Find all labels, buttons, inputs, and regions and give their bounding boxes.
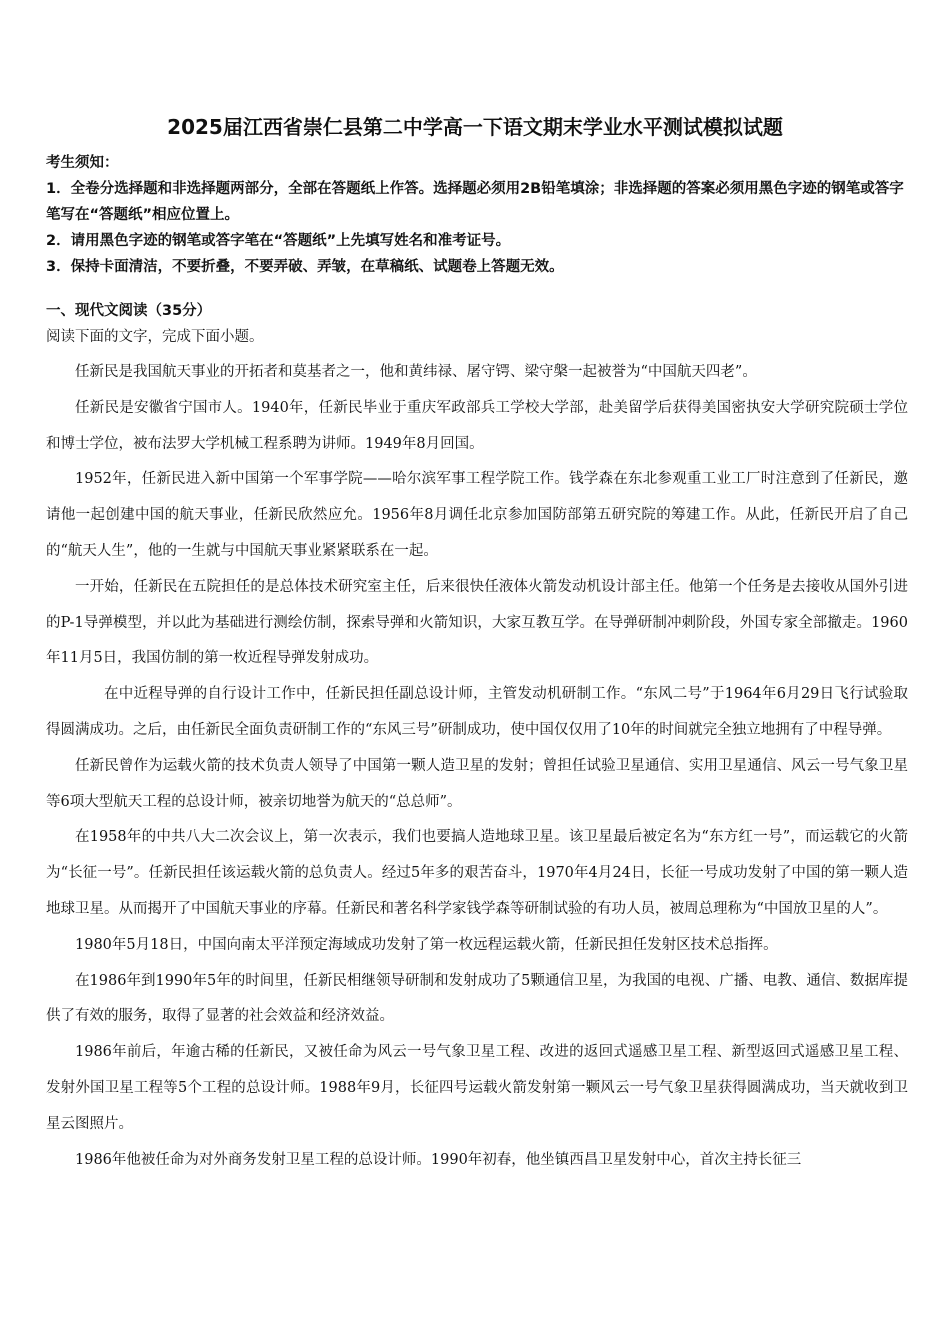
notice-item: 3．保持卡面清洁，不要折叠，不要弄破、弄皱，在草稿纸、试题卷上答题无效。 xyxy=(46,259,564,275)
notice-item: 2．请用黑色字迹的钢笔或答字笔在“答题纸”上先填写姓名和准考证号。 xyxy=(46,233,511,249)
notice-item: 1．全卷分选择题和非选择题两部分，全部在答题纸上作答。选择题必须用2B铅笔填涂；非选择题的答案必须用黑色字迹的钢笔或答字笔写在“答题纸”相应位置上。 xyxy=(46,181,904,223)
passage-paragraph: 任新民是我国航天事业的开拓者和莫基者之一，他和黄纬禄、屠守锷、梁守槃一起被誉为“中国航天四老”。 xyxy=(75,364,757,380)
reading-instruction: 阅读下面的文字，完成下面小题。 xyxy=(46,329,264,345)
section-heading: 一、现代文阅读（35分） xyxy=(46,303,212,319)
reading-passage xyxy=(46,355,908,1178)
passage-paragraph: 一开始，任新民在五院担任的是总体技术研究室主任，后来很快任液体火箭发动机设计部主任。他第一个任务是去接收从国外引进的P-1导弹模型，并以此为基础进行测绘仿制，探索导弹和火箭知识，大家互教互学。在导弹研制冲刺阶段，外国专家全部撤走。1960年11月5日，我国仿制的第一枚近程导弹发射成功。 xyxy=(46,578,908,667)
passage-paragraph: 1986年前后，年逾古稀的任新民，又被任命为风云一号气象卫星工程、改进的返回式遥感卫星工程、新型返回式遥感卫星工程、发射外国卫星工程等5个工程的总设计师。1988年9月，长征四号运载火箭发射第一颗风云一号气象卫星获得圆满成功，当天就收到卫星云图照片。 xyxy=(46,1044,908,1132)
section-header xyxy=(46,298,912,350)
passage-paragraph: 在1986年到1990年5年的时间里，任新民相继领导研制和发射成功了5颗通信卫星，为我国的电视、广播、电教、通信、数据库提供了有效的服务，取得了显著的社会效益和经济效益。 xyxy=(46,972,908,1025)
passage-paragraph: 1980年5月18日，中国向南太平洋预定海域成功发射了第一枚远程运载火箭，任新民担任发射区技术总指挥。 xyxy=(75,936,778,953)
notice-heading: 考生须知： xyxy=(46,155,119,171)
passage-paragraph: 任新民曾作为运载火箭的技术负责人领导了中国第一颗人造卫星的发射；曾担任试验卫星通信、实用卫星通信、风云一号气象卫星等6项大型航天工程的总设计师，被亲切地誉为航天的“总总师”。 xyxy=(46,757,908,810)
page-title: 2025届江西省崇仁县第二中学高一下语文期末学业水平测试模拟试题 xyxy=(167,115,783,139)
passage-paragraph: 1986年他被任命为对外商务发射卫星工程的总设计师。1990年初春，他坐镇西昌卫星发射中心，首次主持长征三 xyxy=(75,1151,802,1168)
passage-paragraph: 在中近程导弹的自行设计工作中，任新民担任副总设计师，主管发动机研制工作。“东风二号”于1964年6月29日飞行试验取得圆满成功。之后，由任新民全面负责研制工作的“东风三号”研制成功，使中国仅仅用了10年的时间就完全独立地拥有了中程导弹。 xyxy=(46,686,908,738)
candidate-notice xyxy=(46,150,912,280)
passage-paragraph: 1952年，任新民进入新中国第一个军事学院——哈尔滨军事工程学院工作。钱学森在东北参观重工业工厂时注意到了任新民，邀请他一起创建中国的航天事业，任新民欣然应允。1956年8月调任北京参加国防部第五研究院的筹建工作。从此，任新民开启了自己的“航天人生”，他的一生就与中国航天事业紧紧联系在一起。 xyxy=(46,471,908,559)
passage-paragraph: 任新民是安徽省宁国市人。1940年，任新民毕业于重庆军政部兵工学校大学部，赴美留学后获得美国密执安大学研究院硕士学位和博士学位，被布法罗大学机械工程系聘为讲师。1949年8月回国。 xyxy=(46,399,908,452)
passage-paragraph: 在1958年的中共八大二次会议上，第一次表示，我们也要搞人造地球卫星。该卫星最后被定名为“东方红一号”，而运载它的火箭为“长征一号”。任新民担任该运载火箭的总负责人。经过5年多的艰苦奋斗，1970年4月24日，长征一号成功发射了中国的第一颗人造地球卫星。从而揭开了中国航天事业的序幕。任新民和著名科学家钱学森等研制试验的有功人员，被周总理称为“中国放卫星的人”。 xyxy=(46,829,908,917)
